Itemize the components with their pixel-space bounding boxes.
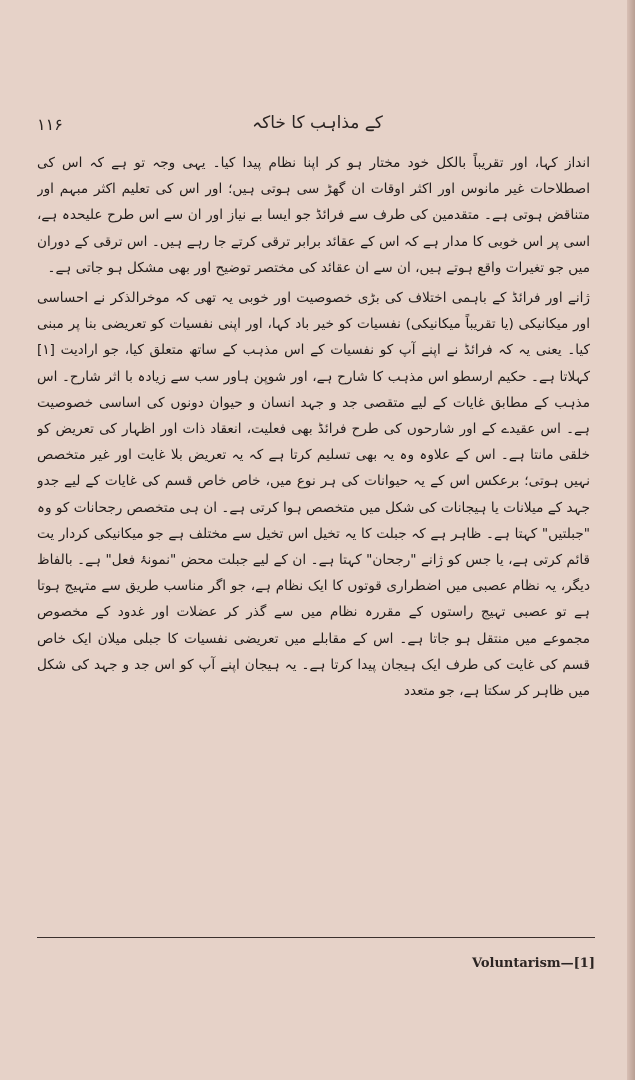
- footnote: Voluntarism—[1]: [471, 956, 595, 971]
- page-edge-shadow: [627, 0, 635, 1080]
- paragraph-1: انداز کہا، اور تقریباً بالکل خود مختار ہو کر اپنا نظام پیدا کیا۔ یہی وجہ تو ہے کہ اس کی اصطلاحات غیر مانوس اور اکثر اوقات ان گھڑ سی ہوتی ہیں؛ اور اس کی تعلیم اکثر مبہم اور متناقض ہوتی ہے۔ متقدمین کی طرف سے فرائڈ جو ایسا بے نیاز اور ان سے اس طرح علیحدہ ہے، اسی پر اس خوبی کا مدار ہے کہ اس کے عقائد برابر ترقی کرتے جا رہے ہیں۔ اس ترقی کے دوران میں جو تغیرات واقع ہوتے ہیں، ان سے ان عقائد کی مختصر توضیح اور بھی مشکل ہو جاتی ہے۔: [37, 155, 590, 276]
- body-text: [37, 150, 590, 910]
- paragraph-2: ژانے اور فرائڈ کے باہمی اختلاف کی بڑی خصوصیت اور خوبی یہ تھی کہ موخرالذکر نے احساسی اور میکانیکی (یا تقریباً میکانیکی) نفسیات کو خیر باد کہا، اور اپنی نفسیات کو تعریضی بنا پر مبنی کیا۔ یعنی یہ کہ فرائڈ نے اپنے آپ کو نفسیات کے اس مذہب کے ساتھ متعلق کیا، جو ارادیت [۱] کہلاتا ہے۔ حکیم ارسطو اس مذہب کا شارح ہے، اور شوپن ہاور سب سے زیادہ با اثر شارح۔ اس مذہب کے مطابق غایات کے لیے متقصی جد و جہد انسان و حیوان دونوں کی اساسی خصوصیت ہے۔ اس عقیدے کے اور شارحوں کی طرح فرائڈ بھی فعلیت، انعقاد ذات اور اظہار کی تعریض کو خلقی مانتا ہے۔ اس کے علاوہ وہ یہ بھی تسلیم کرتا ہے کہ یہ تعریض بلا غایت اور غیر متخصص نہیں ہوتی؛ برعکس اس کے یہ حیوانات کی ہر نوع میں، خاص خاص قسم کی غایات کے لیے جدو جہد کے میلانات یا ہیجانات کی شکل میں متخصص ہوا کرتی ہے۔ ان ہی متخصص رجحانات کو وہ "جبلتیں" کہتا ہے۔ ظاہر ہے کہ جبلت کا یہ تخیل اس تخیل سے مختلف ہے جو میکانیکی کردار یت قائم کرتی ہے، یا جس کو ژانے "رجحان" کہتا ہے۔ ان کے لیے جبلت محض "نمونۂ فعل" ہے۔ بالفاظ دیگر، یہ نظام عصبی میں اضطراری قوتوں کا ایک نظام ہے، جو اگر مناسب طریق سے متہیج ہوتا ہے تو عصبی تہیج راستوں کے مقررہ نظام میں سے گذر کر عضلات اور غدود کے مخصوص مجموعے میں منتقل ہو جاتا ہے۔ اس کے مقابلے میں تعریضی نفسیات کا جبلی میلان ایک خاص قسم کی غایت کی طرف ایک ہیجان پیدا کرتا ہے۔ یہ ہیجان اپنے آپ کو اس جد و جہد کی شکل میں ظاہر کر سکتا ہے، جو متعدد: [37, 290, 590, 700]
- footnote-divider: [37, 937, 595, 938]
- running-title: کے مذاہب کا خاکہ: [252, 113, 383, 133]
- page-number: ۱۱۶: [37, 115, 63, 134]
